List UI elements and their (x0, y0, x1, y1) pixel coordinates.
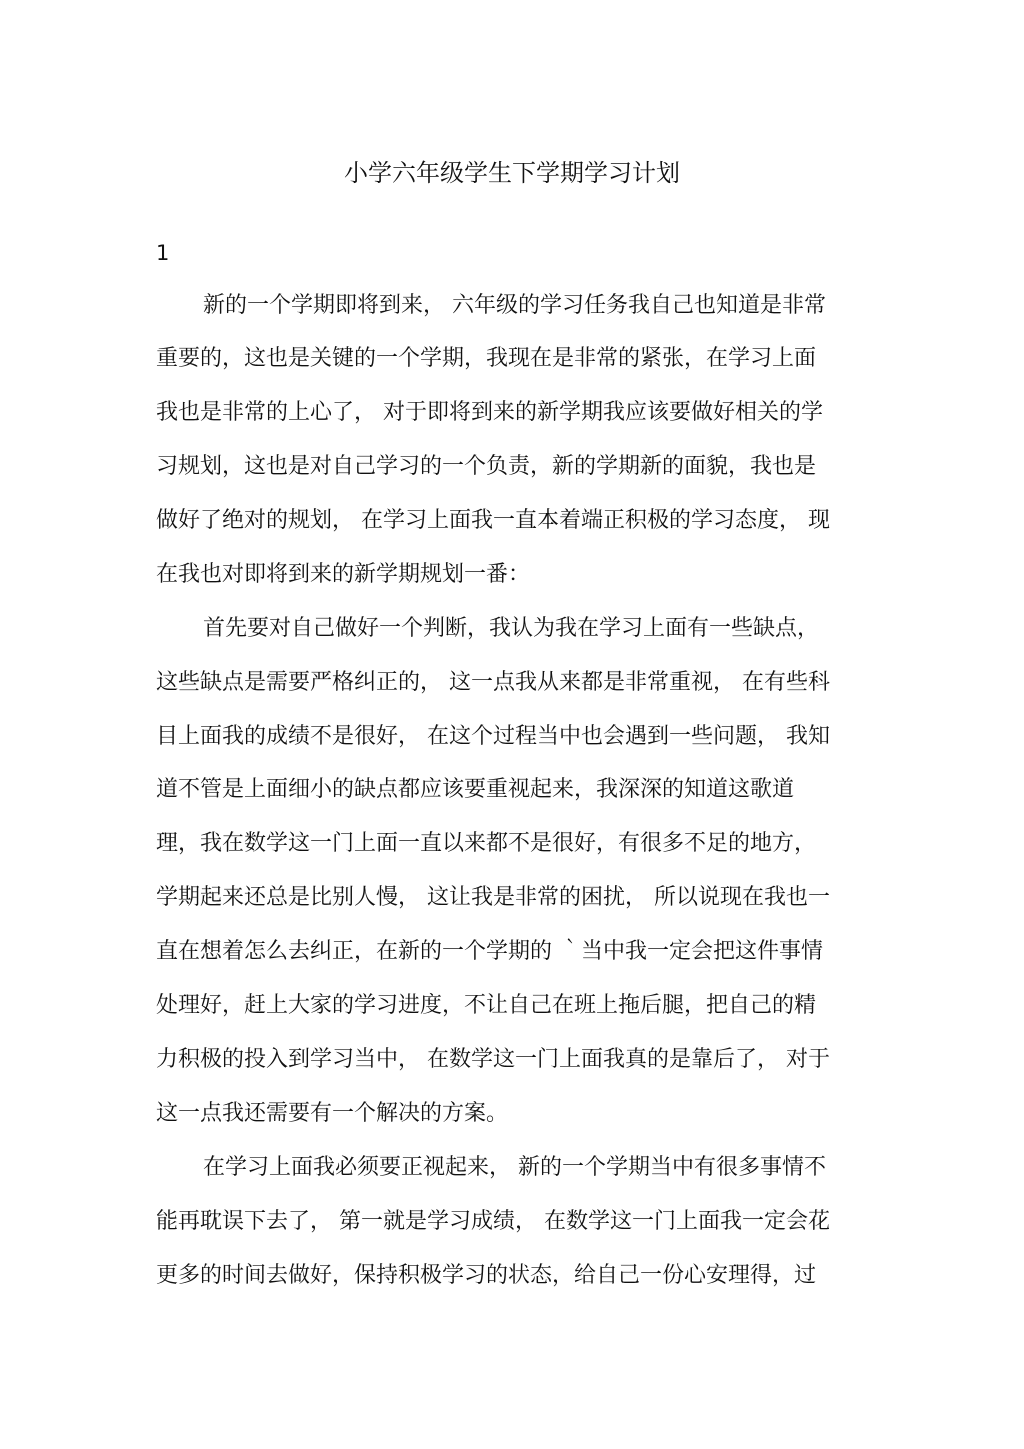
section-number: 1 (156, 241, 170, 265)
paragraph-line: 处理好，赶上大家的学习进度，不让自己在班上拖后腿，把自己的精 (156, 993, 817, 1018)
paragraph-line: 首先要对自己做好一个判断，我认为我在学习上面有一些缺点， (203, 616, 820, 641)
paragraph-line: 做好了绝对的规划， 在学习上面我一直本着端正积极的学习态度， 现 (156, 508, 830, 533)
paragraph-line: 这一点我还需要有一个解决的方案。 (156, 1101, 509, 1126)
paragraph-line: 更多的时间去做好，保持积极学习的状态，给自己一份心安理得，过 (156, 1263, 817, 1288)
paragraph-line: 理，我在数学这一门上面一直以来都不是很好，有很多不足的地方， (156, 831, 817, 856)
paragraph-line: 这些缺点是需要严格纠正的， 这一点我从来都是非常重视， 在有些科 (156, 670, 830, 695)
paragraph-line: 力积极的投入到学习当中， 在数学这一门上面我真的是靠后了， 对于 (156, 1047, 830, 1072)
paragraph-line: 直在想着怎么去纠正，在新的一个学期的 ｀当中我一定会把这件事情 (156, 939, 823, 964)
paragraph-line: 道不管是上面细小的缺点都应该要重视起来，我深深的知道这歌道 (156, 777, 795, 802)
paragraph-line: 学期起来还总是比别人慢， 这让我是非常的困扰， 所以说现在我也一 (156, 885, 830, 910)
paragraph-line: 在我也对即将到来的新学期规划一番： (156, 562, 531, 587)
paragraph-line: 重要的，这也是关键的一个学期，我现在是非常的紧张，在学习上面 (156, 346, 817, 371)
paragraph-line: 目上面我的成绩不是很好， 在这个过程当中也会遇到一些问题， 我知 (156, 724, 830, 749)
paragraph-line: 能再耽误下去了， 第一就是学习成绩， 在数学这一门上面我一定会花 (156, 1209, 830, 1234)
paragraph-line: 新的一个学期即将到来， 六年级的学习任务我自己也知道是非常 (203, 293, 826, 318)
paragraph-line: 习规划，这也是对自己学习的一个负责，新的学期新的面貌，我也是 (156, 454, 817, 479)
document-title: 小学六年级学生下学期学习计划 (344, 159, 680, 187)
paragraph-line: 我也是非常的上心了， 对于即将到来的新学期我应该要做好相关的学 (156, 400, 823, 425)
paragraph-line: 在学习上面我必须要正视起来， 新的一个学期当中有很多事情不 (203, 1155, 826, 1180)
